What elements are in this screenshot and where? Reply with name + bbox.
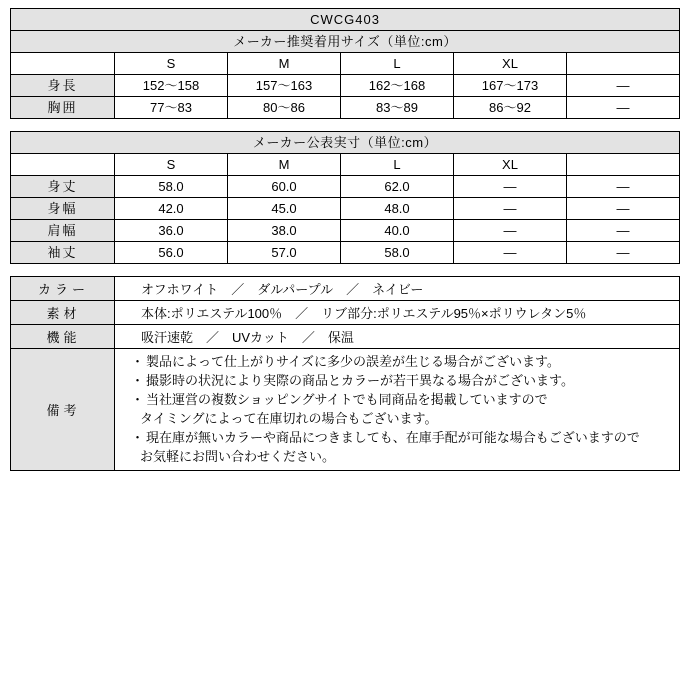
cell-height-extra: ― [567, 75, 680, 97]
column-header-extra [567, 53, 680, 75]
cell-sleeve-length-m: 57.0 [228, 242, 341, 264]
product-code: CWCG403 [11, 9, 680, 31]
cell-shoulder-width-xl: ― [454, 220, 567, 242]
recommended-table-title: メーカー推奨着用サイズ（単位:cm） [11, 31, 680, 53]
info-label-material: 素材 [11, 301, 115, 325]
row-label-body-length: 身丈 [11, 176, 115, 198]
recommended-title-row [11, 31, 680, 53]
column-header-m: M [228, 53, 341, 75]
recommended-column-header-row [11, 53, 680, 75]
cell-sleeve-length-extra: ― [567, 242, 680, 264]
cell-height-m: 157〜163 [228, 75, 341, 97]
cell-sleeve-length-l: 58.0 [341, 242, 454, 264]
cell-body-length-s: 58.0 [115, 176, 228, 198]
cell-body-width-l: 48.0 [341, 198, 454, 220]
info-value-remarks [115, 349, 680, 471]
remark-text: 当社運営の複数ショッピングサイトでも同商品を掲載していますので [146, 392, 548, 407]
info-value-material: 本体:ポリエステル100％ ／ リブ部分:ポリエステル95％×ポリウレタン5％ [115, 301, 680, 325]
cell-chest-extra: ― [567, 97, 680, 119]
remark-bullet: ・ [131, 373, 145, 388]
cell-height-xl: 167〜173 [454, 75, 567, 97]
cell-chest-l: 83〜89 [341, 97, 454, 119]
product-code-row [11, 9, 680, 31]
remark-line [131, 390, 675, 409]
row-label-chest: 胸囲 [11, 97, 115, 119]
column-header-extra [567, 154, 680, 176]
remark-bullet: ・ [131, 354, 145, 369]
column-header-l: L [341, 53, 454, 75]
info-label-remarks: 備考 [11, 349, 115, 471]
info-label-function: 機能 [11, 325, 115, 349]
cell-shoulder-width-extra: ― [567, 220, 680, 242]
remark-bullet: ・ [131, 392, 145, 407]
info-value-color: オフホワイト ／ ダルパープル ／ ネイビー [115, 277, 680, 301]
remark-line [131, 428, 675, 447]
remark-text: 現在庫が無いカラーや商品につきましても、在庫手配が可能な場合もございますので [146, 430, 640, 445]
cell-body-length-xl: ― [454, 176, 567, 198]
cell-body-width-m: 45.0 [228, 198, 341, 220]
table-row [11, 325, 680, 349]
cell-shoulder-width-s: 36.0 [115, 220, 228, 242]
recommended-size-table [10, 8, 680, 119]
cell-body-width-xl: ― [454, 198, 567, 220]
cell-body-width-extra: ― [567, 198, 680, 220]
cell-body-length-m: 60.0 [228, 176, 341, 198]
actual-column-header-row [11, 154, 680, 176]
row-label-height: 身長 [11, 75, 115, 97]
table-row [11, 349, 680, 471]
column-header-l: L [341, 154, 454, 176]
actual-size-table [10, 131, 680, 264]
row-label-sleeve-length: 袖丈 [11, 242, 115, 264]
remark-text: タイミングによって在庫切れの場合もございます。 [140, 411, 438, 426]
cell-chest-xl: 86〜92 [454, 97, 567, 119]
row-label-body-width: 身幅 [11, 198, 115, 220]
cell-height-l: 162〜168 [341, 75, 454, 97]
column-header-s: S [115, 53, 228, 75]
actual-title-row [11, 132, 680, 154]
cell-sleeve-length-xl: ― [454, 242, 567, 264]
actual-table-title: メーカー公表実寸（単位:cm） [11, 132, 680, 154]
info-value-function: 吸汗速乾 ／ UVカット ／ 保温 [115, 325, 680, 349]
cell-shoulder-width-m: 38.0 [228, 220, 341, 242]
remark-line [131, 447, 675, 466]
remark-line [131, 371, 675, 390]
cell-shoulder-width-l: 40.0 [341, 220, 454, 242]
remark-text: 製品によって仕上がりサイズに多少の誤差が生じる場合がございます。 [146, 354, 560, 369]
cell-body-length-extra: ― [567, 176, 680, 198]
cell-body-length-l: 62.0 [341, 176, 454, 198]
remark-text: 撮影時の状況により実際の商品とカラーが若干異なる場合がございます。 [146, 373, 574, 388]
table-row [11, 301, 680, 325]
column-header-blank [11, 154, 115, 176]
table-row [11, 176, 680, 198]
cell-sleeve-length-s: 56.0 [115, 242, 228, 264]
cell-chest-m: 80〜86 [228, 97, 341, 119]
remark-line [131, 409, 675, 428]
table-row [11, 198, 680, 220]
info-label-color: カラー [11, 277, 115, 301]
column-header-xl: XL [454, 53, 567, 75]
table-row [11, 220, 680, 242]
column-header-blank [11, 53, 115, 75]
remark-line [131, 352, 675, 371]
remark-bullet: ・ [131, 430, 145, 445]
row-label-shoulder-width: 肩幅 [11, 220, 115, 242]
remark-text: お気軽にお問い合わせください。 [140, 449, 336, 464]
column-header-m: M [228, 154, 341, 176]
cell-chest-s: 77〜83 [115, 97, 228, 119]
table-row [11, 242, 680, 264]
table-row [11, 97, 680, 119]
column-header-xl: XL [454, 154, 567, 176]
table-row [11, 277, 680, 301]
product-info-table [10, 276, 680, 471]
column-header-s: S [115, 154, 228, 176]
cell-height-s: 152〜158 [115, 75, 228, 97]
cell-body-width-s: 42.0 [115, 198, 228, 220]
table-row [11, 75, 680, 97]
